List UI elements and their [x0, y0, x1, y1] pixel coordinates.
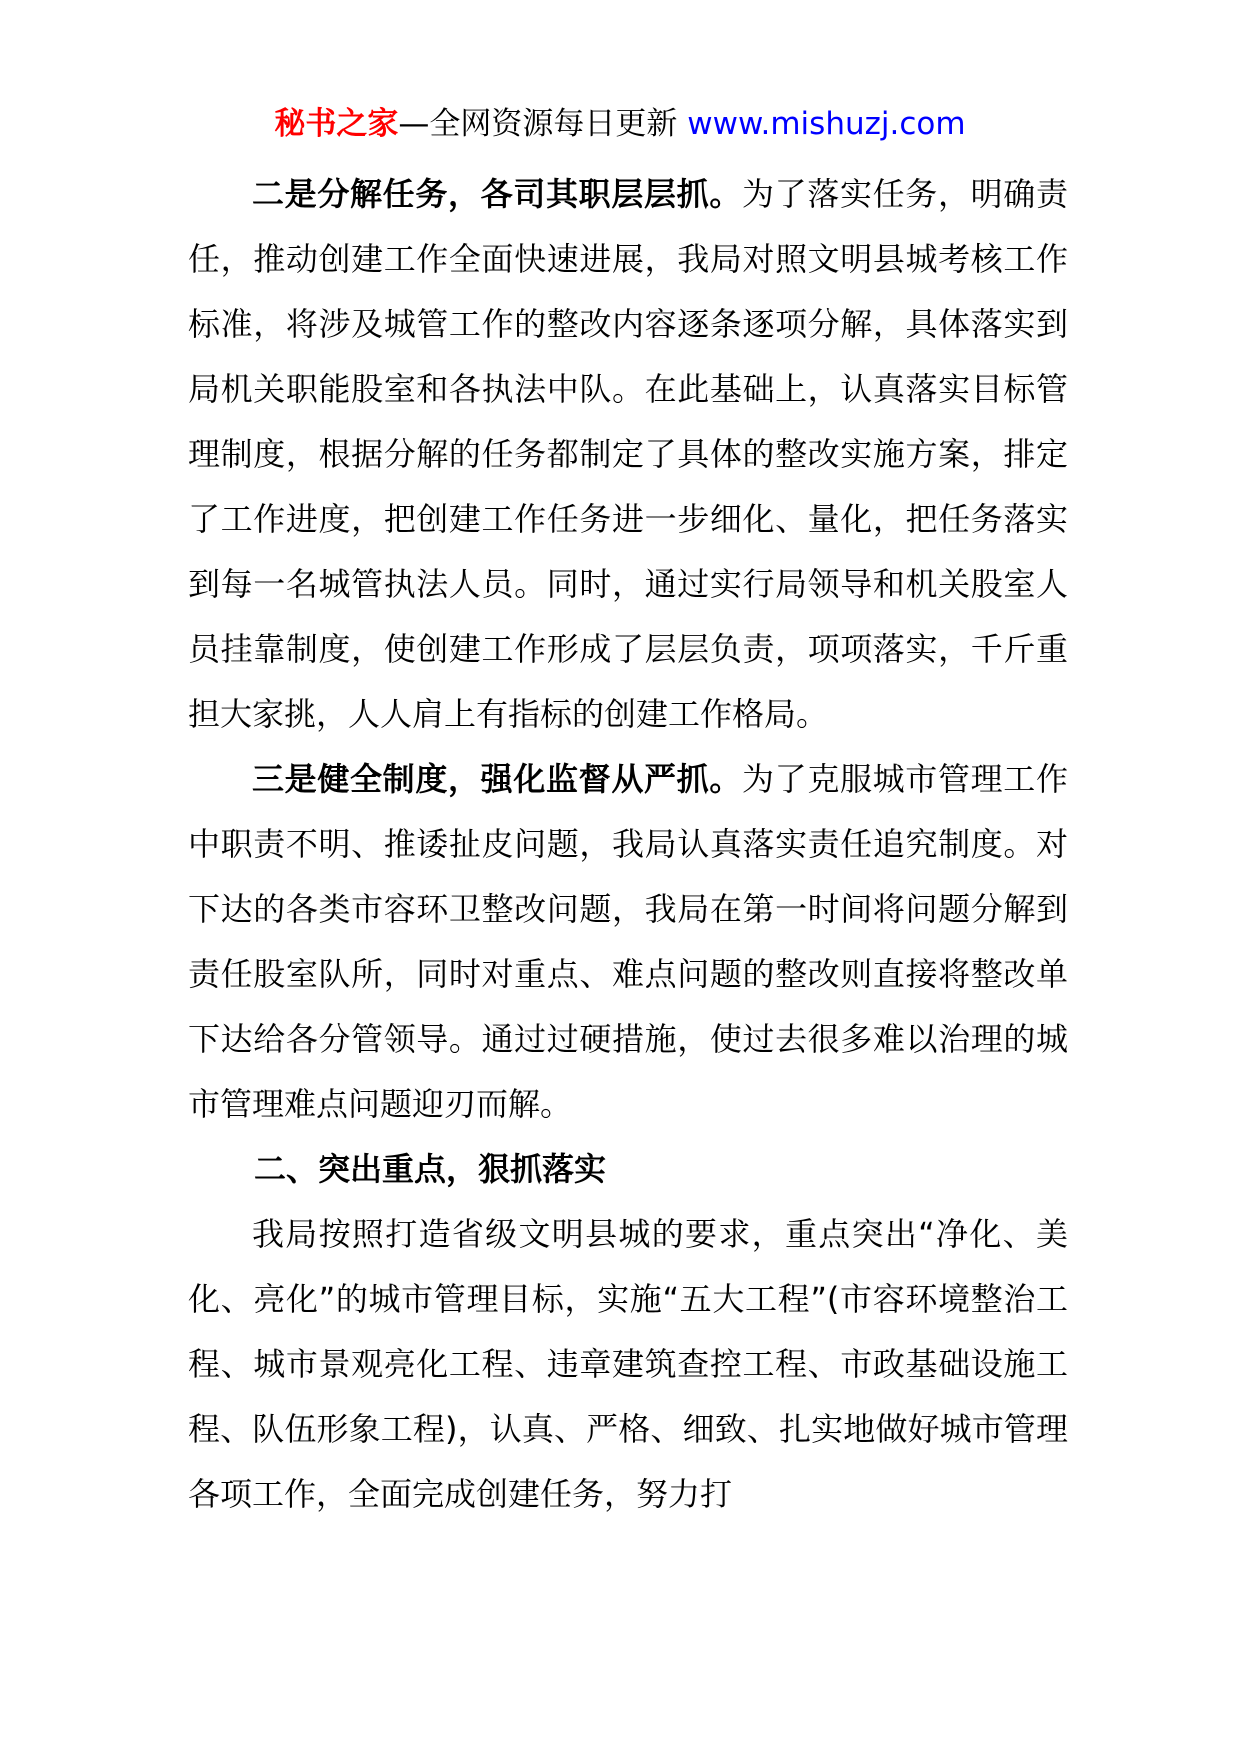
section-heading: 二、突出重点，狠抓落实: [254, 1150, 607, 1188]
site-url-link[interactable]: www.mishuzj.com: [687, 106, 966, 142]
paragraph-lead: 二是分解任务，各司其职层层抓。: [252, 175, 742, 213]
paragraph-decompose-tasks: [188, 162, 1068, 747]
paragraph-lead: 三是健全制度，强化监督从严抓。: [252, 760, 742, 798]
paragraph-five-projects: 我局按照打造省级文明县城的要求，重点突出“净化、美化、亮化”的城市管理目标，实施“五大工程”(市容环境整治工程、城市景观亮化工程、违章建筑查控工程、市政基础设施工程、队伍形象工程)，认真、严格、细致、扎实地做好城市管理各项工作，全面完成创建任务，努力打: [188, 1215, 1068, 1513]
paragraph-improve-systems: [188, 747, 1068, 1137]
document-body: [188, 162, 1068, 1527]
site-header: [0, 100, 1240, 148]
paragraph-text: 为了落实任务，明确责任，推动创建工作全面快速进展，我局对照文明县城考核工作标准，将涉及城管工作的整改内容逐条逐项分解，具体落实到局机关职能股室和各执法中队。在此基础上，认真落实目标管理制度，根据分解的任务都制定了具体的整改实施方案，排定了工作进度，把创建工作任务进一步细化、量化，把任务落实到每一名城管执法人员。同时，通过实行局领导和机关股室人员挂靠制度，使创建工作形成了层层负责，项项落实，千斤重担大家挑，人人肩上有指标的创建工作格局。: [188, 175, 1068, 733]
brand-name: 秘书之家: [274, 106, 399, 142]
header-tagline: —全网资源每日更新: [398, 106, 678, 142]
paragraph-text: 为了克服城市管理工作中职责不明、推诿扯皮问题，我局认真落实责任追究制度。对下达的各类市容环卫整改问题，我局在第一时间将问题分解到责任股室队所，同时对重点、难点问题的整改则直接将整改单下达给各分管领导。通过过硬措施，使过去很多难以治理的城市管理难点问题迎刃而解。: [188, 760, 1068, 1123]
